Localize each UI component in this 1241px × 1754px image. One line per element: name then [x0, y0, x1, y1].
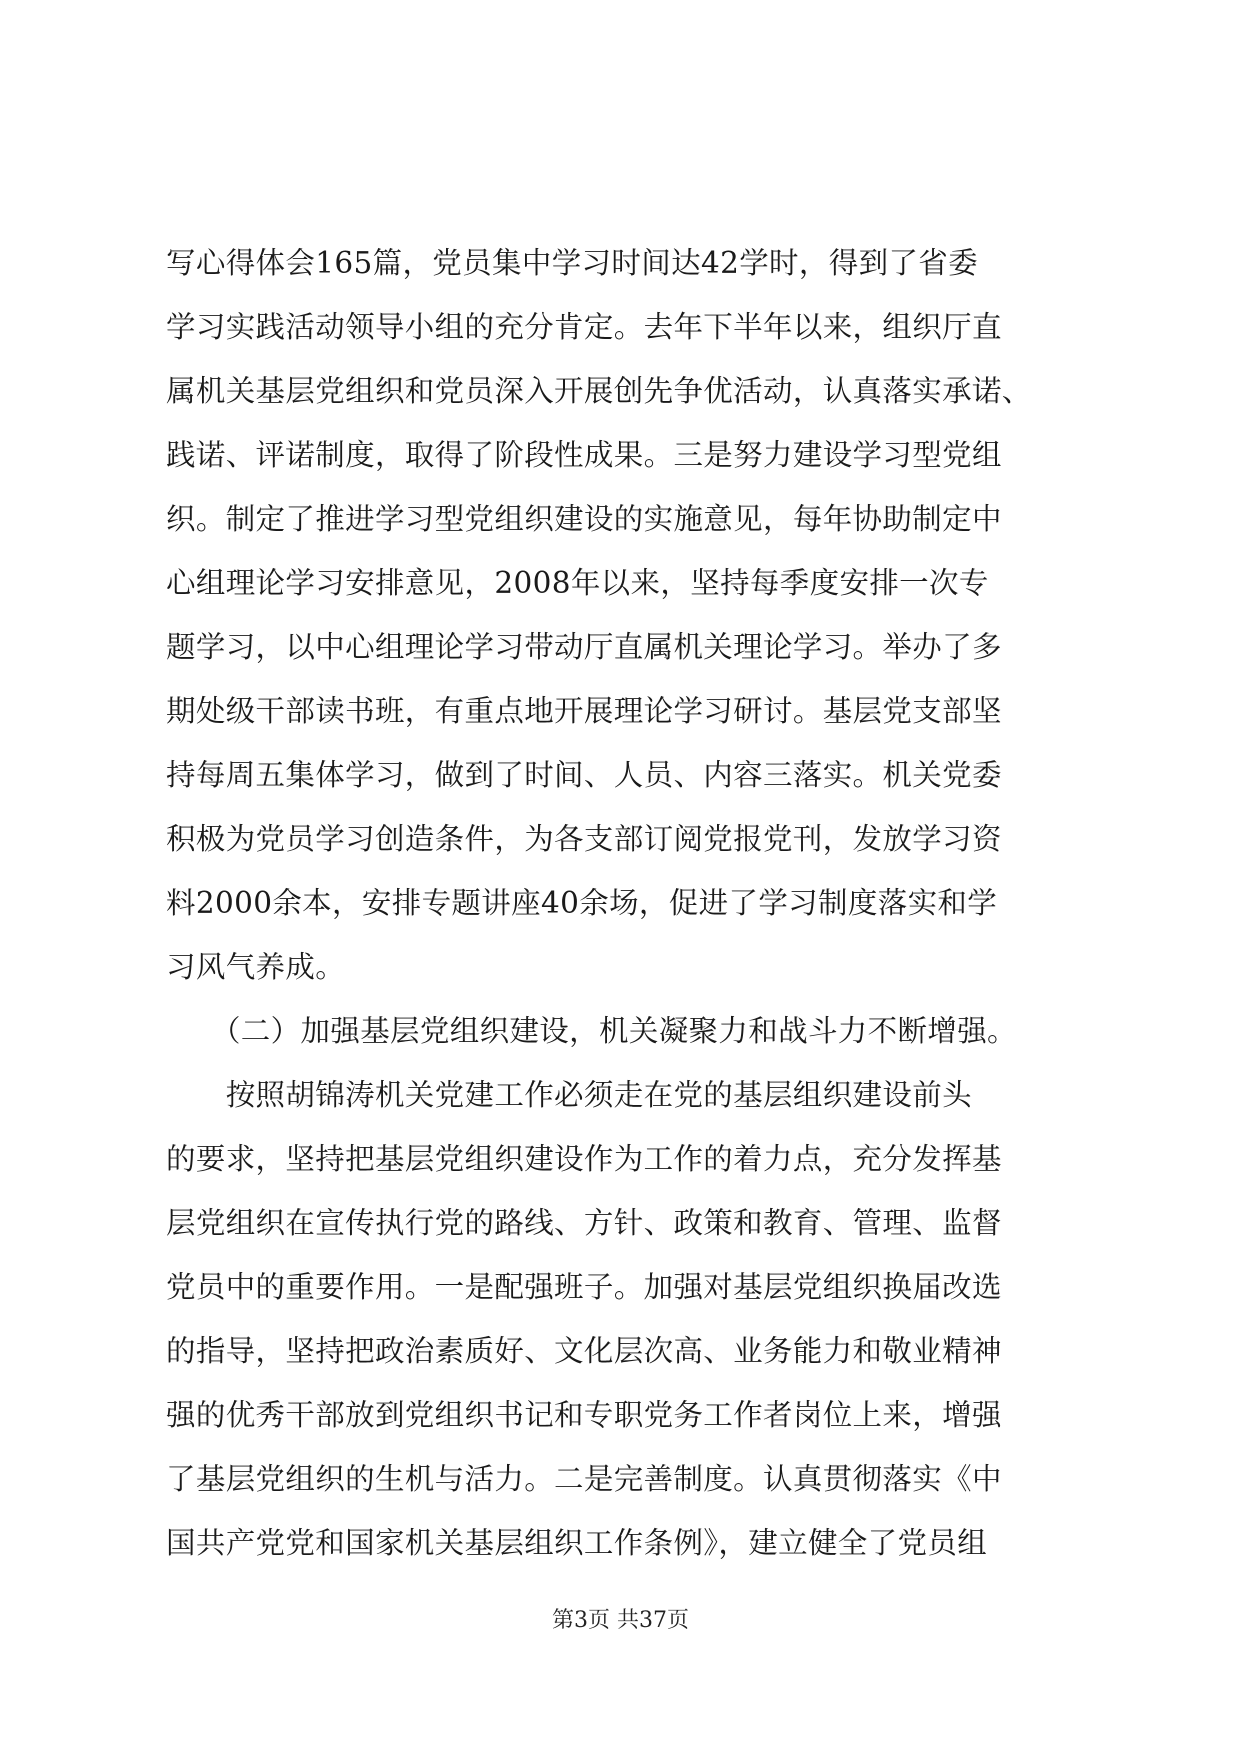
text-line: 写心得体会165篇，党员集中学习时间达42学时，得到了省委 [166, 246, 978, 280]
text-line: 期处级干部读书班，有重点地开展理论学习研讨。基层党支部坚 [166, 694, 1002, 728]
text-line: 强的优秀干部放到党组织书记和专职党务工作者岗位上来，增强 [166, 1398, 1002, 1432]
text-line: 学习实践活动领导小组的充分肯定。去年下半年以来，组织厅直 [166, 310, 1002, 344]
text-line: 织。制定了推进学习型党组织建设的实施意见，每年协助制定中 [166, 502, 1002, 536]
text-line: 按照胡锦涛机关党建工作必须走在党的基层组织建设前头 [166, 1078, 972, 1112]
text-line: 心组理论学习安排意见，2008年以来，坚持每季度安排一次专 [166, 566, 989, 600]
page-number-footer: 第3页 共37页 [552, 1608, 689, 1633]
text-line: 层党组织在宣传执行党的路线、方针、政策和教育、管理、监督 [166, 1206, 1002, 1240]
text-line: 的指导，坚持把政治素质好、文化层次高、业务能力和敬业精神 [166, 1334, 1002, 1368]
text-line: 料2000余本，安排专题讲座40余场，促进了学习制度落实和学 [166, 886, 998, 920]
text-line: 习风气养成。 [166, 950, 346, 984]
text-line: 践诺、评诺制度，取得了阶段性成果。三是努力建设学习型党组 [166, 438, 1002, 472]
text-line: 持每周五集体学习，做到了时间、人员、内容三落实。机关党委 [166, 758, 1002, 792]
text-line: 党员中的重要作用。一是配强班子。加强对基层党组织换届改选 [166, 1270, 1002, 1304]
text-line: 积极为党员学习创造条件，为各支部订阅党报党刊，发放学习资 [166, 822, 1002, 856]
text-line: 题学习，以中心组理论学习带动厅直属机关理论学习。举办了多 [166, 630, 1002, 664]
text-line: 的要求，坚持把基层党组织建设作为工作的着力点，充分发挥基 [166, 1142, 1002, 1176]
section-heading: （二）加强基层党组织建设，机关凝聚力和战斗力不断增强。 [166, 1014, 1017, 1048]
text-line: 国共产党党和国家机关基层组织工作条例》，建立健全了党员组 [166, 1526, 988, 1560]
body-text [166, 231, 1086, 1575]
text-line: 属机关基层党组织和党员深入开展创先争优活动，认真落实承诺、 [166, 374, 1032, 408]
text-line: 了基层党组织的生机与活力。二是完善制度。认真贯彻落实《中 [166, 1462, 1002, 1496]
